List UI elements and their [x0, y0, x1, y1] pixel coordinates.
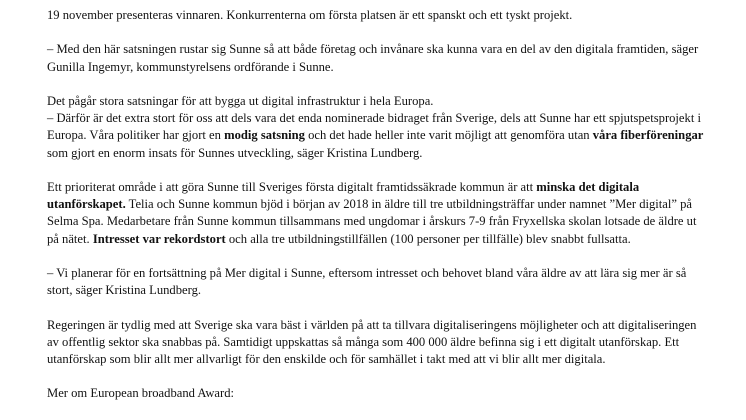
bold-phrase: Intresset var rekordstort	[92, 231, 226, 246]
paragraph-quote-kristina-lundberg: – Vi planerar för en fortsättning på Mer digital i Sunne, eftersom intresset och behovet bland våra äldre av att lära sig mer är så stort, säger Kristina Lundberg.	[47, 265, 687, 298]
paragraph-quote-gunilla-ingemyr: – Med den här satsningen rustar sig Sunne så att både företag och invånare ska kunna vara en del av den digitala framtiden, säger Gunilla Ingemyr, kommunstyrelsens ordförande i Sunne.	[47, 42, 699, 74]
text-segment: som gjort en enorm insats för Sunnes utveckling, säger Kristina Lundberg.	[47, 145, 423, 160]
bold-phrase: modig satsning	[224, 128, 305, 143]
document-body	[47, 7, 707, 420]
paragraph-government: Regeringen är tydlig med att Sverige ska vara bäst i världen på att ta tillvara digitaliseringens möjligheter och att digitaliseringen av offentlig sektor ska snabbas på. Samtidigt uppskattas så många som 400 000 äldre befinna sig i ett digitalt utanförskap. Ett utanförskap som blir allt mer allvarligt för den enskilde och för samhället i takt med att vi blir allt mer digitala.	[47, 317, 697, 366]
paragraph-more-about-award: Mer om European broadband Award:	[47, 386, 234, 401]
text-segment: och alla tre utbildningstillfällen (100 personer per tillfälle) blev snabbt fullsatta.	[225, 231, 631, 246]
paragraph-winner-announcement: 19 november presenteras vinnaren. Konkurrenterna om första platsen är ett spanskt och ett tyskt projekt.	[47, 8, 573, 22]
text-segment: Ett prioriterat område i att göra Sunne till Sveriges första digitalt framtidssäkrade kommun är att	[47, 179, 537, 194]
text-segment: Det pågår stora satsningar för att bygga ut digital infrastruktur i hela Europa.	[47, 93, 434, 108]
paragraph-mer-digital	[47, 179, 707, 248]
paragraph-digital-infrastructure	[47, 93, 707, 162]
text-segment: och det hade heller inte varit möjligt att genomföra utan	[304, 128, 593, 143]
text-segment: Telia och Sunne kommun bjöd i början av 2018 in äldre till tre utbildningsträffar under namnet ”Mer digital” på Selma Spa. Medarbetare från Sunne kommun tillsammans med ungdomar i årskurs 7-9 från Fryxellska skolan lotsade de äldre ut på nätet.	[47, 197, 697, 246]
bold-phrase: våra fiberföreningar	[592, 128, 704, 143]
text-segment: – Därför är det extra stort för oss att dels vara det enda nominerade bidraget från Sverige, dels att Sunne har ett spjutspetsprojekt i Europa. Våra politiker har gjort en	[47, 111, 701, 143]
bold-phrase: minska det digitala utanförskapet.	[47, 179, 640, 212]
